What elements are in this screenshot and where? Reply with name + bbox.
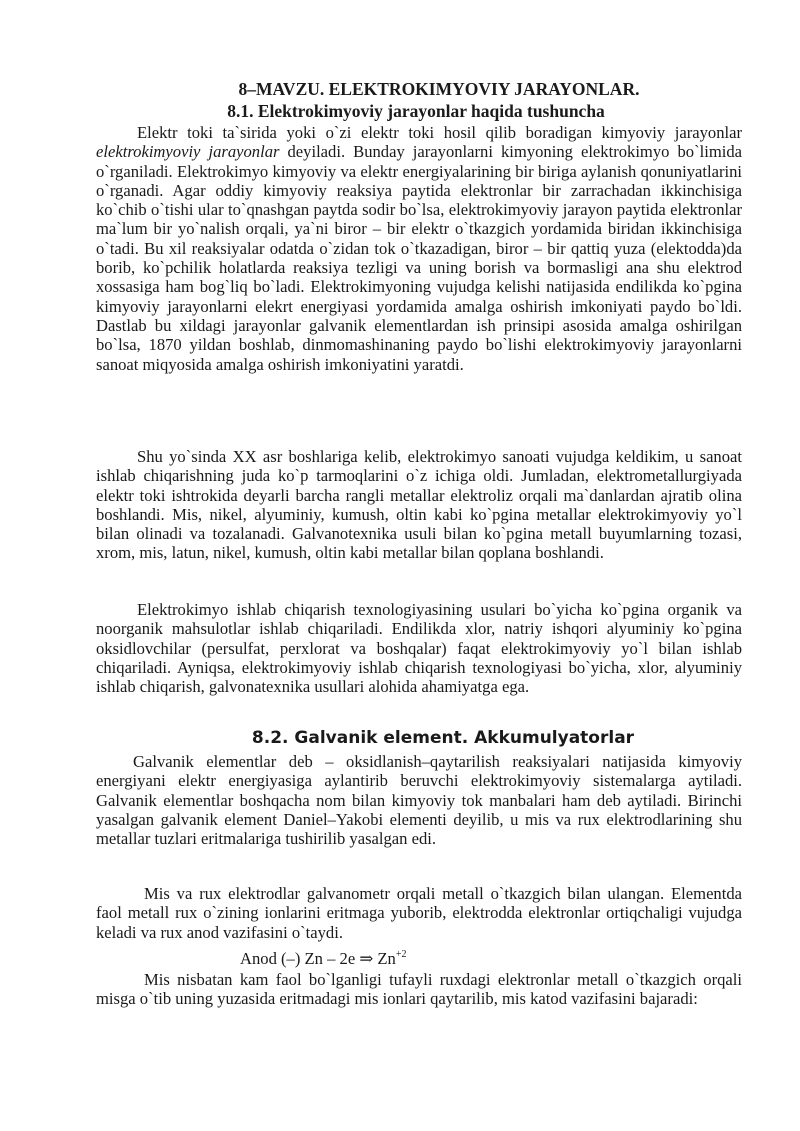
- term-electrochemical-processes: elektrokimyoviy jarayonlar: [96, 142, 280, 162]
- document-title: 8–MAVZU. ELEKTROKIMYOVIY JARAYONLAR.: [238, 79, 640, 99]
- paragraph-history: Shu yo`sinda XX asr boshlariga kelib, elektrokimyo sanoati vujudga keldikim, u sanoat ishlab chiqarishning juda ko`p tarmoqlarini o`z ichiga oldi. Jumladan, elektrometallurgiyada elektr toki ishtrokida deyarli barcha rangli metallar elektroliz orqali ma`danlardan ajratib olina boshlandi. Mis, nikel, alyuminiy, kumush, oltin kabi ko`pgina metallar elektrokimyoviy yo`l bilan olinadi va tozalanadi. Galvanotexnika usuli bilan ko`pgina metall buyumlarning tozasi, xrom, mis, latun, nikel, kumush, oltin kabi metallar bilan qoplana boshlandi.: [96, 447, 742, 563]
- paragraph-galvanic-definition: Galvanik elementlar deb – oksidlanish–qaytarilish reaksiyalari natijasida kimyoviy energiyani elektr energiyasiga aylantirib beruvchi elektrokimyoviy sistemalarga aytiladi. Galvanik elementlar boshqacha nom bilan kimyoviy tok manbalari ham deb aytiladi. Birinchi yasalgan galvanik element Daniel–Yakobi elementi deyilib, u mis va rux elektrodlarining shu metallar tuzlari eritmalariga tushirilib yasalgan edi.: [96, 752, 742, 849]
- anode-reaction-text: Anod (–) Zn – 2e ⇒ Zn: [240, 949, 396, 968]
- paragraph-intro: [96, 123, 742, 374]
- anode-reaction-charge: +2: [395, 949, 407, 960]
- section-8-2-title: 8.2. Galvanik element. Akkumulyatorlar: [251, 728, 635, 748]
- paragraph-intro-start: Elektr toki ta`sirida yoki o`zi elektr toki hosil qilib boradigan kimyoviy jarayonlar: [137, 123, 742, 142]
- paragraph-intro-rest: deyiladi. Bunday jarayonlarni kimyoning elektrokimyo bo`limida o`rganiladi. Elektrokimyo kimyoviy va elektr energiyalarining bir biriga aylanish qonuniyatlarini o`rganadi. Agar oddiy kimyoviy reaksiya paytida elektronlar bir zarrachadan ikkinchisiga ko`chib o`tishi ular to`qnashgan paytda sodir bo`lsa, elektrokimyoviy jarayon paytida elektronlar ma`lum bir yo`nalish orqali, ya`ni biror – bir elektr o`tkazgich yordamida biridan ikkinchisiga o`tadi. Bu xil reaksiyalar odatda o`zidan tok o`tkazadigan, biror – bir qattiq yuza (elektodda)da borib, ko`pchilik holatlarda reaksiya tezligi va uning borish va bormasligi ana shu elektrod xossasiga ham bog`liq bo`ladi. Elektrokimyoning vujudga kelishi natijasida endilikda ko`pgina kimyoviy jarayonlarni elekrt energiyasi yordamida amalga oshirish imkoniyati paydo bo`ldi. Dastlab bu xildagi jarayonlar galvanik elementlardan ish prinsipi asosida amalga oshirilgan bo`lsa, 1870 yildan boshlab, dinmomashinaning paydo bo`lishi elektrokimyoviy jarayonlarni sanoat miqyosida amalga oshirish imkoniyatini yaratdi.: [96, 142, 742, 374]
- anode-reaction-formula: [240, 945, 406, 969]
- paragraph-electrodes: Mis va rux elektrodlar galvanometr orqali metall o`tkazgich bilan ulangan. Elementda faol metall rux o`zining ionlarini eritmaga yuborib, elektrodda elektronlar ortiqchaligi vujudga keladi va rux anod vazifasini o`taydi.: [96, 884, 742, 942]
- paragraph-technology: Elektrokimyo ishlab chiqarish texnologiyasining usulari bo`yicha ko`pgina organik va noorganik mahsulotlar ishlab chiqariladi. Endilikda xlor, natriy ishqori alyuminiy ko`pgina oksidlovchilar (persulfat, perxlorat va boshqalar) faqat elektrokimyoviy yo`l bilan ishlab chiqariladi. Ayniqsa, elektrokimyoviy ishlab chiqarish texnologiyasi bo`yicha, xlor, alyuminiy ishlab chiqarish, galvonatexnika usullari alohida ahamiyatga ega.: [96, 600, 742, 697]
- paragraph-cathode: Mis nisbatan kam faol bo`lganligi tufayli ruxdagi elektronlar metall o`tkazgich orqali misga o`tib uning yuzasida eritmadagi mis ionlari qaytarilib, mis katod vazifasini bajaradi:: [96, 970, 742, 1009]
- section-8-1-title: 8.1. Elektrokimyoviy jarayonlar haqida tushuncha: [227, 101, 605, 121]
